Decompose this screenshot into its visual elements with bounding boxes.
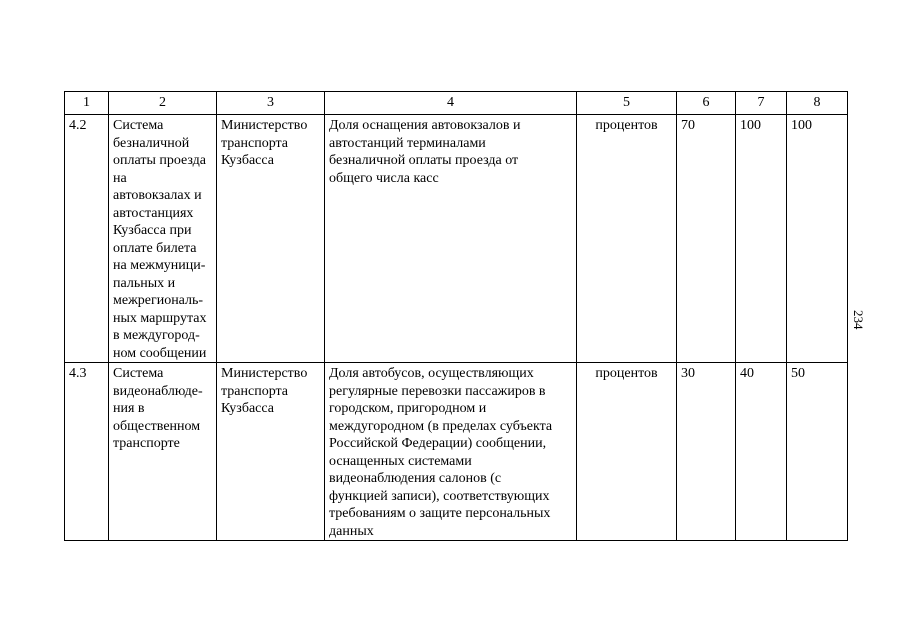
column-number-cell: 7 — [736, 92, 787, 115]
text-line: автостанциях — [113, 205, 194, 221]
text-line: Доля автобусов, осуществляющих — [329, 366, 534, 381]
indicator-description — [325, 115, 577, 363]
text-line: общего числа касс — [329, 170, 439, 186]
page-number: 234 — [851, 310, 866, 330]
column-number-cell: 8 — [787, 92, 848, 115]
column-number-cell: 2 — [109, 92, 217, 115]
text-line: Кузбасса при — [113, 223, 192, 238]
row-number: 4.3 — [65, 363, 109, 541]
text-line: междугородном (в пределах субъекта — [329, 418, 553, 434]
text-line: на межмуници- — [113, 258, 206, 273]
row-number: 4.2 — [65, 115, 109, 363]
measure-name — [109, 363, 217, 541]
text-line: транспорте — [113, 436, 180, 451]
value-col-8: 50 — [787, 363, 848, 541]
column-number-cell: 6 — [677, 92, 736, 115]
responsible-organization — [217, 115, 325, 363]
text-line: Министерство — [221, 366, 308, 381]
indicator-table — [64, 91, 848, 541]
column-number-cell: 1 — [65, 92, 109, 115]
text-line: данных — [329, 523, 374, 539]
text-line: оснащенных системами — [329, 453, 472, 469]
value-col-6: 70 — [677, 115, 736, 363]
table-row — [65, 363, 848, 541]
text-line: Российской Федерации) сообщении, — [329, 436, 547, 451]
text-line: Система — [113, 118, 164, 133]
value-col-7: 40 — [736, 363, 787, 541]
column-number-cell: 4 — [325, 92, 577, 115]
text-line: видеонаблюде- — [113, 383, 203, 399]
text-line: оплате билета — [113, 240, 197, 256]
column-number-cell: 5 — [577, 92, 677, 115]
column-number-row — [65, 92, 848, 115]
unit-of-measure: процентов — [577, 363, 677, 541]
text-line: Система — [113, 366, 164, 381]
text-line: транспорта — [221, 383, 289, 399]
text-line: Министерство — [221, 118, 308, 133]
value-col-6: 30 — [677, 363, 736, 541]
text-line: автовокзалах и — [113, 188, 202, 203]
text-line: видеонаблюдения салонов (с — [329, 471, 502, 486]
text-line: ния в — [113, 401, 145, 416]
text-line: Кузбасса — [221, 401, 274, 416]
indicator-description — [325, 363, 577, 541]
value-col-8: 100 — [787, 115, 848, 363]
responsible-organization — [217, 363, 325, 541]
table-row — [65, 115, 848, 363]
text-line: Кузбасса — [221, 153, 274, 168]
value-col-7: 100 — [736, 115, 787, 363]
text-line: общественном — [113, 418, 201, 434]
text-line: ном сообщении — [113, 345, 207, 361]
unit-of-measure: процентов — [577, 115, 677, 363]
text-line: безналичной оплаты проезда от — [329, 153, 519, 168]
column-number-cell: 3 — [217, 92, 325, 115]
text-line: автостанций терминалами — [329, 135, 486, 151]
text-line: межрегиональ- — [113, 293, 204, 308]
text-line: пальных и — [113, 275, 176, 291]
text-line: безналичной — [113, 135, 190, 151]
text-line: в междугород- — [113, 328, 200, 343]
text-line: функцией записи), соответствующих — [329, 488, 550, 504]
text-line: Доля оснащения автовокзалов и — [329, 118, 521, 133]
text-line: оплаты проезда — [113, 153, 207, 168]
text-line: городском, пригородном и — [329, 401, 487, 416]
text-line: транспорта — [221, 135, 289, 151]
text-line: регулярные перевозки пассажиров в — [329, 383, 546, 399]
text-line: ных маршрутах — [113, 310, 207, 326]
text-line: на — [113, 170, 127, 186]
text-line: требованиям о защите персональных — [329, 506, 551, 521]
measure-name — [109, 115, 217, 363]
